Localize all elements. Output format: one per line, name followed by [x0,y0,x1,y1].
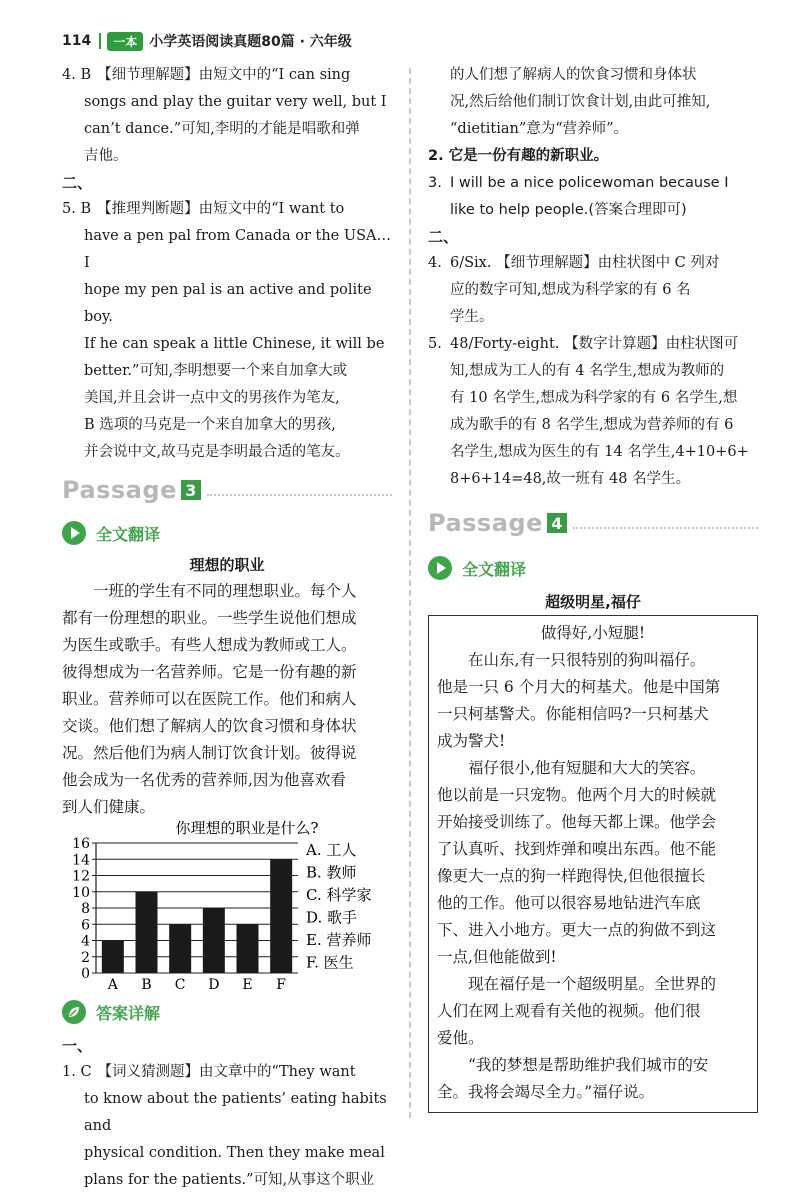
story-line: 为医生或歌手。有些人想成为教师或工人。 [62,636,357,654]
y-tick-label: 4 [81,933,90,950]
answer-line: “dietitian”意为“营养师”。 [450,121,629,137]
passage-label: Passage [62,476,177,504]
passage-label: Passage [428,509,543,537]
story-title: 理想的职业 [189,556,265,574]
story-line: 一点,但他能做到! [437,948,557,966]
story-line: 开始接受训练了。他每天都上课。他学会 [437,813,717,831]
chart-bars [102,859,292,973]
y-tick-label: 10 [72,884,90,901]
x-tick-label: D [208,977,220,993]
translation-label: 全文翻译 [96,524,161,544]
answers-label: 答案详解 [96,1003,161,1023]
chart-x-axis [107,977,287,993]
answer-5-right [428,331,758,493]
leaf-icon [62,1000,86,1024]
story-line: 他会成为一名优秀的营养师,因为他喜欢看 [62,771,346,789]
passage-number: 4 [547,513,567,533]
story-line: 爱他。 [437,1029,484,1047]
story-line: 福仔很小,他有短腿和大大的笑容。 [468,759,706,777]
legend-entry: C. 科学家 [306,886,372,904]
story-box [428,615,758,1113]
y-tick-label: 2 [81,949,90,966]
answer-line: plans for the patients.”可知,从事这个职业 [84,1172,375,1188]
answer-line: 【细节理解题】由短文中的“I can sing [97,67,351,83]
answer-5 [62,196,392,466]
story-line: 像更大一点的狗一样跑得快,但他很擅长 [437,867,706,885]
answer-4-right [428,250,758,331]
answer-line: songs and play the guitar very well, but I [84,94,387,110]
story-line: 彼得想成为一名营养师。它是一份有趣的新 [62,663,357,681]
answer-line: hope my pen pal is an active and polite boy. [84,282,372,325]
story-line: 一班的学生有不同的理想职业。每个人 [93,582,357,600]
page-number: 114 [62,33,92,49]
section-heading: 一、 [62,1037,93,1055]
answer-line: 有 10 名学生,想成为科学家的有 6 名学生,想 [450,390,738,406]
answer-3 [428,170,758,224]
answer-line: 的人们想了解病人的饮食习惯和身体状 [450,67,697,83]
passage-number: 3 [181,480,201,500]
answer-line: 【推理判断题】由短文中的“I want to [97,201,345,217]
answer-line: 学生。 [450,309,494,325]
answer-line: 吉他。 [84,148,128,164]
y-tick-label: 0 [81,966,90,982]
story-text [62,578,392,821]
right-column [428,62,758,1113]
answer-line: 美国,并且会讲一点中文的男孩作为笔友, [84,390,340,406]
story-line: 现在福仔是一个超级明星。全世界的 [468,975,717,993]
story-line: 全。我将会竭尽全力。”福仔说。 [437,1083,655,1101]
y-tick-label: 14 [72,852,90,869]
legend-entry: F. 医生 [306,953,354,972]
y-tick-label: 8 [81,901,90,917]
chart-y-axis [72,836,90,982]
x-tick-label: F [276,977,287,993]
story-line: 他的工作。他可以很容易地钻进汽车底 [437,894,701,912]
bar-D [203,908,225,973]
answer-line: 成为歌手的有 8 名学生,想成为营养师的有 6 [450,417,734,433]
section-heading: 二、 [62,174,93,192]
story-line: 人们在网上观看有关他的视频。他们很 [437,1002,701,1020]
career-bar-chart [62,821,392,993]
bar-A [102,941,124,974]
answer-line: 8+6+14=48,故一班有 48 名学生。 [450,471,691,487]
answer-line: 知,想成为工人的有 4 名学生,想成为教师的 [450,363,725,379]
legend-entry: D. 歌手 [306,908,358,927]
answer-line: 并会说中文,故马克是李明最合适的笔友。 [84,444,350,460]
answer-2: 2. 它是一份有趣的新职业。 [428,148,609,164]
play-icon [62,521,86,545]
answer-number: 4. [428,255,442,271]
y-tick-label: 6 [81,917,90,934]
chart-canvas [62,821,392,993]
story-line: 都有一份理想的职业。一些学生说他们想成 [62,609,357,627]
story-line: “我的梦想是帮助维护我们城市的安 [468,1056,709,1074]
y-tick-label: 16 [72,836,90,852]
answer-line: to know about the patients’ eating habits and [84,1091,387,1134]
answer-line: have a pen pal from Canada or the USA…I [84,228,391,271]
dotted-rule [573,517,758,529]
story-text [437,647,749,1106]
answer-number: 5. [428,336,442,352]
x-tick-label: B [141,977,152,993]
answer-line: like to help people.(答案合理即可) [450,202,687,218]
answer-number: 3. [428,175,442,191]
legend-entry: B. 教师 [306,863,357,882]
translation-heading [62,516,392,550]
chart-title: 你理想的职业是什么? [175,821,319,837]
answer-1-continued [428,62,758,143]
left-column [62,62,392,1194]
story-line: 职业。营养师可以在医院工作。他们和病人 [62,690,357,708]
story-line: 他是一只 6 个月大的柯基犬。他是中国第 [437,678,721,696]
answer-number: 4. B [62,67,92,83]
answer-line: 况,然后给他们制订饮食计划,由此可推知, [450,94,711,110]
x-tick-label: A [107,977,118,993]
answers-heading [62,995,392,1029]
story-line: 到人们健康。 [62,798,156,816]
bar-F [270,859,292,973]
bar-E [237,924,259,973]
passage-4-heading [428,503,758,543]
answer-line: 48/Forty-eight. 【数字计算题】由柱状图可 [450,336,739,352]
passage-3-heading [62,470,392,510]
dotted-rule [207,484,392,496]
section-heading: 二、 [428,228,459,246]
x-tick-label: E [242,977,253,993]
answer-line: can’t dance.”可知,李明的才能是唱歌和弹 [84,121,360,137]
answer-line: I will be a nice policewoman because I [450,175,729,191]
story-line: 他以前是一只宠物。他两个月大的时候就 [437,786,717,804]
answer-line: better.”可知,李明想要一个来自加拿大或 [84,363,348,379]
story-line: 在山东,有一只很特别的狗叫福仔。 [468,651,706,669]
answer-line: 名学生,想成为医生的有 14 名学生,4+10+6+ [450,444,749,460]
story-line: 一只柯基警犬。你能相信吗?一只柯基犬 [437,705,709,723]
story-line: 成为警犬! [437,732,506,750]
bar-C [169,924,191,973]
answer-number: 5. B [62,201,92,217]
chart-legend [305,841,372,972]
answer-line: B 选项的马克是一个来自加拿大的男孩, [84,417,336,433]
story-title: 超级明星,福仔 [545,593,641,611]
legend-entry: E. 营养师 [306,931,372,949]
play-icon [428,556,452,580]
brand-logo: 一本 [107,32,143,51]
legend-entry: A. 工人 [306,841,357,859]
answer-line: physical condition. Then they make meal [84,1145,385,1161]
box-title: 做得好,小短腿! [540,624,646,642]
answer-line: 应的数字可知,想成为科学家的有 6 名 [450,282,691,298]
book-title: 小学英语阅读真题80篇 · 六年级 [149,34,352,50]
story-line: 了认真听、找到炸弹和嗅出东西。他不能 [437,840,717,858]
answer-4 [62,62,392,170]
page-header [62,30,352,52]
answer-line: If he can speak a little Chinese, it will be [84,336,385,352]
answer-number: 1. C [62,1064,92,1080]
y-tick-label: 12 [72,868,90,885]
answer-line: 【词义猜测题】由文章中的“They want [97,1064,356,1080]
story-line: 下、进入小地方。更大一点的狗做不到这 [437,921,717,939]
translation-heading [428,551,758,585]
x-tick-label: C [174,977,186,993]
bar-B [136,892,158,973]
story-line: 况。然后他们为病人制订饮食计划。彼得说 [62,744,357,762]
answer-line: 6/Six. 【细节理解题】由柱状图中 C 列对 [450,255,720,271]
answer-1 [62,1059,392,1194]
header-divider [99,33,101,49]
story-line: 交谈。他们想了解病人的饮食习惯和身体状 [62,717,357,735]
translation-label: 全文翻译 [462,559,527,579]
column-divider [409,68,411,1118]
